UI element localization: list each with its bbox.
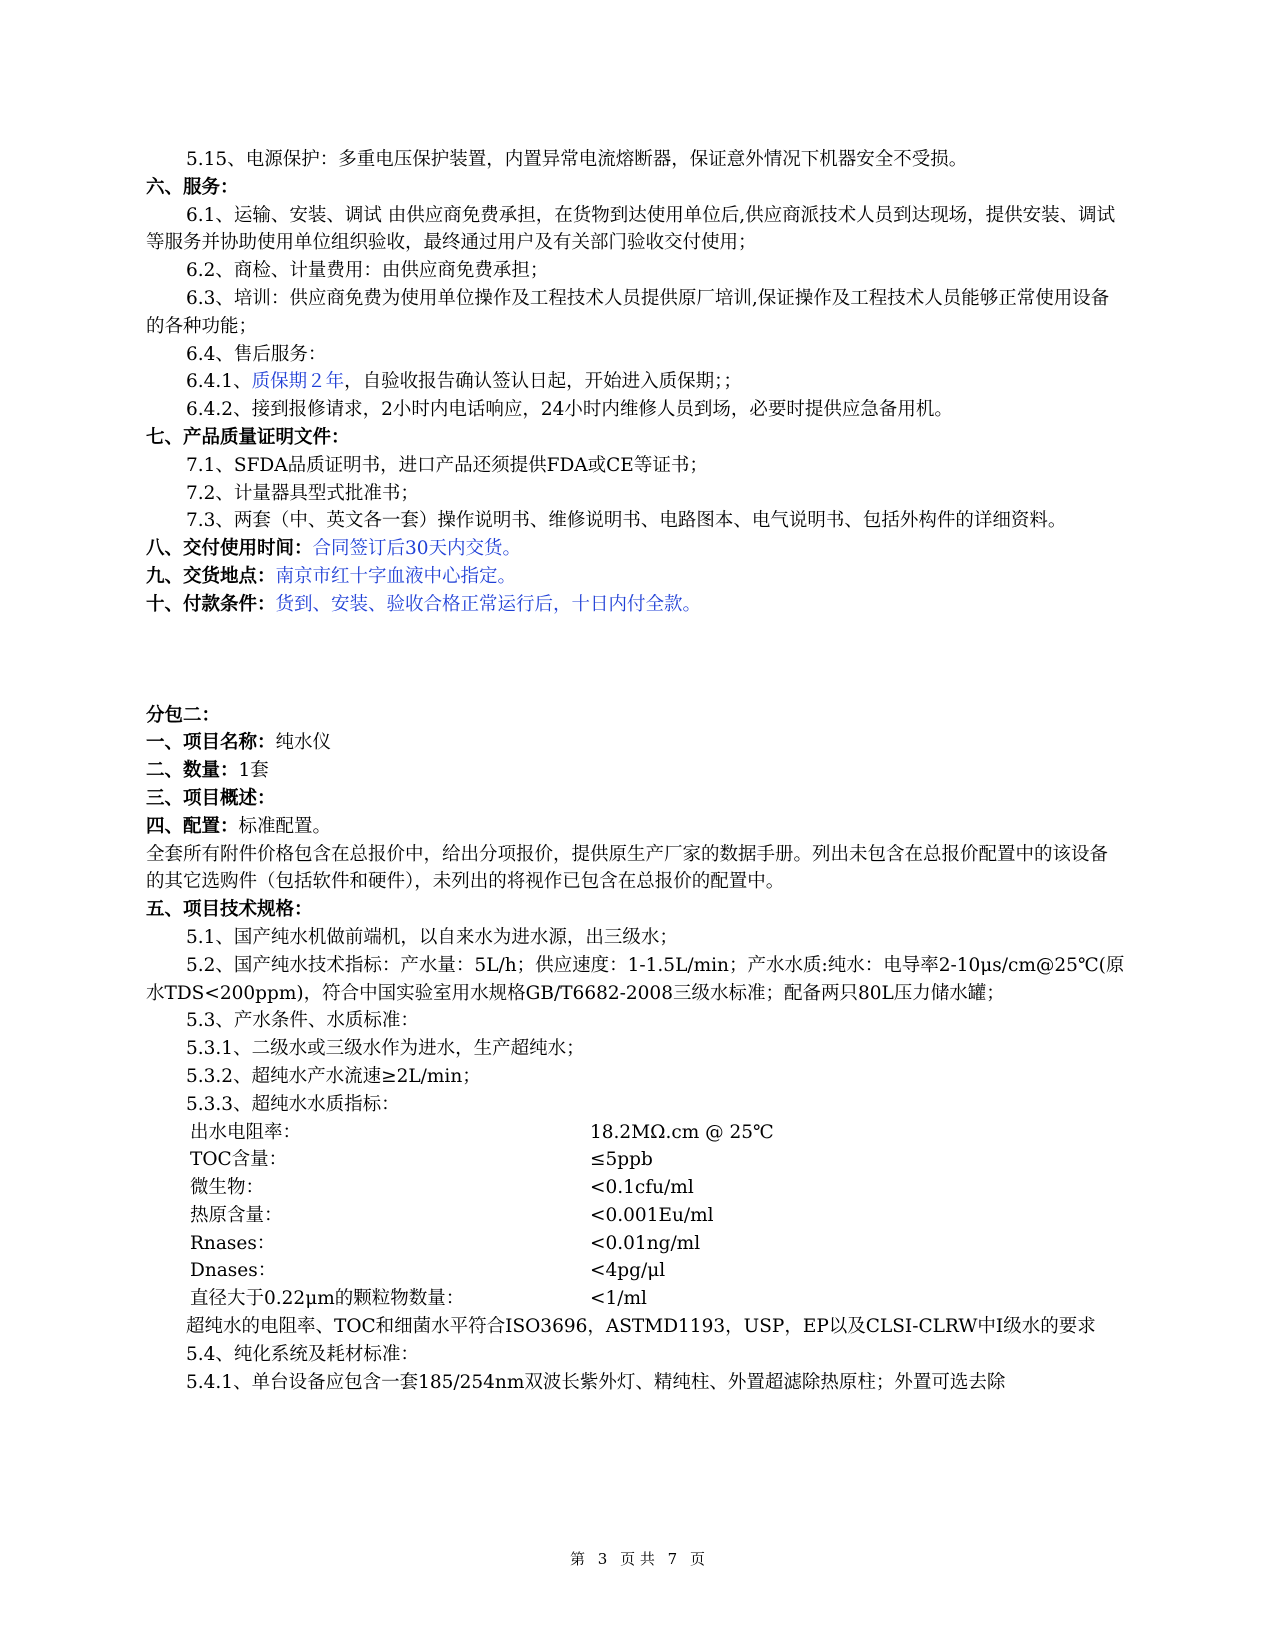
project-name	[146, 729, 1126, 757]
payment-terms	[146, 591, 1126, 619]
configuration-value: 标准配置。	[238, 815, 332, 837]
para-5-15: 5.15、电源保护：多重电压保护装置，内置异常电流熔断器，保证意外情况下机器安全不受损。	[186, 149, 968, 170]
spec-value: ≤5ppb	[590, 1149, 653, 1171]
spec-key: 热原含量：	[190, 1204, 283, 1226]
heading-services: 六、服务：	[146, 176, 239, 198]
delivery-place-label: 九、交货地点：	[146, 565, 276, 587]
spec-key: Dnases：	[190, 1260, 277, 1282]
spec-row	[146, 1174, 1126, 1202]
para-7-1: 7.1、SFDA品质证明书，进口产品还须提供FDA或CE等证书；	[186, 454, 708, 476]
footer-suffix: 页	[690, 1550, 706, 1568]
para-6-3: 6.3、培训：供应商免费为使用单位操作及工程技术人员提供原厂培训,保证操作及工程技术人员能够正常使用设备的各种功能；	[146, 287, 1110, 337]
spec-value: <0.001Eu/ml	[590, 1204, 714, 1226]
spec-row	[146, 1285, 1126, 1313]
para-ultrapure-standard: 超纯水的电阻率、TOC和细菌水平符合ISO3696，ASTMD1193，USP，EP以及CLSI-CLRW中I级水的要求	[186, 1316, 1096, 1338]
para-5-3: 5.3、产水条件、水质标准：	[186, 1010, 419, 1032]
para-6-2: 6.2、商检、计量费用：由供应商免费承担；	[186, 260, 549, 282]
spec-row	[146, 1230, 1126, 1258]
tech-spec-heading: 五、项目技术规格：	[146, 899, 313, 921]
para-6-1: 6.1、运输、安装、调试 由供应商免费承担，在货物到达使用单位后,供应商派技术人员到达现场，提供安装、调试等服务并协助使用单位组织验收，最终通过用户及有关部门验收交付使用；	[146, 204, 1116, 254]
para-5-4: 5.4、纯化系统及耗材标准：	[186, 1343, 419, 1365]
delivery-time	[146, 535, 1126, 563]
payment-terms-label: 十、付款条件：	[146, 593, 276, 615]
warranty-period: 质保期２年	[251, 371, 345, 393]
delivery-time-value: 合同签订后30天内交货。	[312, 538, 522, 560]
page-footer	[0, 1548, 1275, 1569]
page-number: 3	[597, 1550, 608, 1568]
spec-row	[146, 1119, 1126, 1147]
quantity-value: 1套	[238, 760, 269, 782]
para-7-3: 7.3、两套（中、英文各一套）操作说明书、维修说明书、电路图本、电气说明书、包括外构件的详细资料。	[186, 510, 1067, 532]
project-name-label: 一、项目名称：	[146, 732, 276, 754]
project-overview: 三、项目概述：	[146, 787, 276, 809]
spec-value: <0.01ng/ml	[590, 1232, 701, 1254]
para-6-4-1-rest: ，自验收报告确认签认日起，开始进入质保期；；	[344, 371, 742, 393]
total-pages: 7	[667, 1550, 678, 1568]
footer-middle: 页 共	[620, 1550, 655, 1568]
para-5-3-2: 5.3.2、超纯水产水流速≥2L/min；	[186, 1065, 481, 1087]
configuration	[146, 813, 1126, 841]
para-5-2: 5.2、国产纯水技术指标：产水量：5L/h；供应速度：1-1.5L/min；产水水质:纯水：电导率2-10μs/cm@25℃(原水TDS<200ppm)，符合中国实验室用水规格GB/T6682-2008三级水标准；配备两只80L压力储水罐；	[146, 954, 1125, 1004]
spec-row	[146, 1146, 1126, 1174]
quantity	[146, 757, 1126, 785]
para-7-2: 7.2、计量器具型式批准书；	[186, 482, 419, 504]
project-name-value: 纯水仪	[275, 732, 332, 754]
para-6-4-1-prefix: 6.4.1、	[186, 371, 252, 393]
para-6-4-1	[146, 368, 1126, 396]
spec-key: TOC含量：	[190, 1149, 288, 1171]
delivery-place-value: 南京市红十字血液中心指定。	[275, 565, 517, 587]
spec-key: 微生物：	[190, 1177, 265, 1199]
spec-key: 出水电阻率：	[190, 1121, 302, 1143]
footer-prefix: 第	[569, 1550, 585, 1568]
configuration-description: 全套所有附件价格包含在总报价中，给出分项报价，提供原生产厂家的数据手册。列出未包含在总报价配置中的该设备的其它选购件（包括软件和硬件），未列出的将视作已包含在总报价的配置中。	[146, 843, 1109, 893]
package-two-title: 分包二：	[146, 704, 221, 726]
spec-value: <0.1cfu/ml	[590, 1177, 694, 1199]
quantity-label: 二、数量：	[146, 760, 239, 782]
spec-value: 18.2MΩ.cm @ 25℃	[590, 1121, 774, 1143]
spec-value: <4pg/μl	[590, 1260, 666, 1282]
para-5-3-3: 5.3.3、超纯水水质指标：	[186, 1093, 400, 1115]
spec-key: 直径大于0.22μm的颗粒物数量：	[190, 1288, 465, 1310]
spec-row	[146, 1202, 1126, 1230]
heading-quality-docs: 七、产品质量证明文件：	[146, 426, 350, 448]
configuration-label: 四、配置：	[146, 815, 239, 837]
section-gap	[146, 619, 1126, 702]
delivery-time-label: 八、交付使用时间：	[146, 538, 313, 560]
para-6-4: 6.4、售后服务：	[186, 343, 327, 365]
document-body	[146, 146, 1126, 1396]
para-5-1: 5.1、国产纯水机做前端机，以自来水为进水源，出三级水；	[186, 926, 678, 948]
spec-row	[146, 1257, 1126, 1285]
spec-table	[146, 1119, 1126, 1314]
para-6-4-2: 6.4.2、接到报修请求，2小时内电话响应，24小时内维修人员到场，必要时提供应急备用机。	[186, 399, 953, 421]
delivery-place	[146, 563, 1126, 591]
spec-key: Rnases：	[190, 1232, 276, 1254]
payment-terms-value: 货到、安装、验收合格正常运行后，十日内付全款。	[275, 593, 702, 615]
para-5-4-1: 5.4.1、单台设备应包含一套185/254nm双波长紫外灯、精纯柱、外置超滤除热原柱；外置可选去除	[186, 1371, 1006, 1393]
para-5-3-1: 5.3.1、二级水或三级水作为进水，生产超纯水；	[186, 1038, 585, 1060]
spec-value: <1/ml	[590, 1288, 647, 1310]
